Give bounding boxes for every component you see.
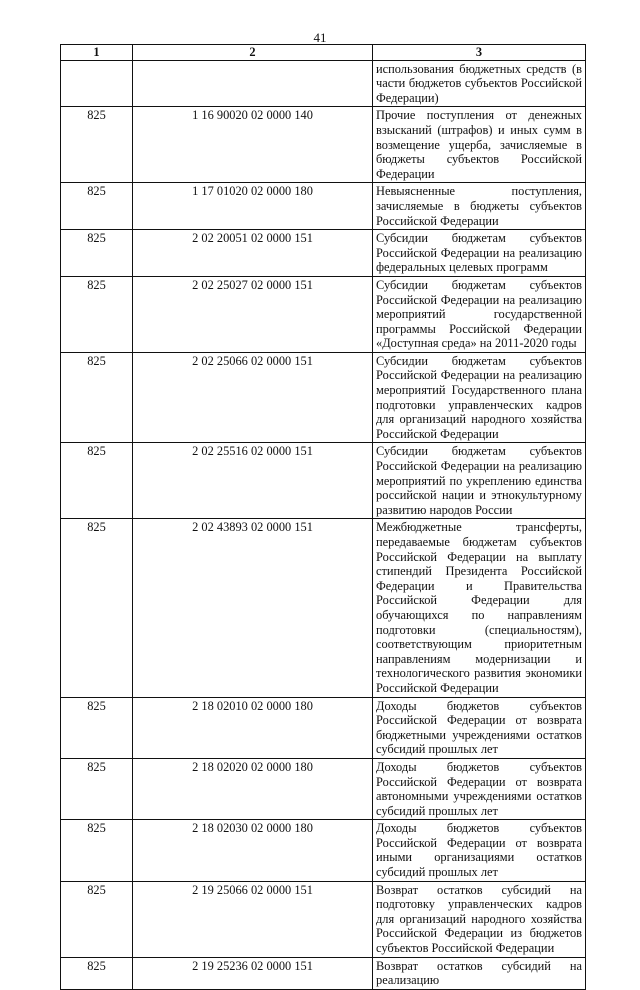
admin-code-cell: 825 <box>61 957 133 989</box>
description-cell: Доходы бюджетов субъектов Российской Федерации от возврата бюджетными учреждениями остатков субсидий прошлых лет <box>373 697 586 758</box>
table-row <box>61 230 586 277</box>
description-cell: Доходы бюджетов субъектов Российской Федерации от возврата иными организациями остатков субсидий прошлых лет <box>373 820 586 881</box>
description-cell: Межбюджетные трансферты, передаваемые бюджетам субъектов Российской Федерации на выплату стипендий Президента Российской Федерации и Правительства Российской Федерации для обучающихся по направлениям подготовки (специальностям), соответствующим приоритетным направлениям модернизации и технологического развития экономики Российской Федерации <box>373 519 586 697</box>
revenue-code-cell: 2 18 02010 02 0000 180 <box>133 697 373 758</box>
admin-code-cell: 825 <box>61 519 133 697</box>
admin-code-cell: 825 <box>61 107 133 183</box>
revenue-codes-table <box>60 44 586 990</box>
table-row <box>61 957 586 989</box>
table-row <box>61 443 586 519</box>
revenue-code-cell: 1 16 90020 02 0000 140 <box>133 107 373 183</box>
description-cell: Субсидии бюджетам субъектов Российской Федерации на реализацию федеральных целевых программ <box>373 230 586 277</box>
page-number: 41 <box>313 30 327 45</box>
revenue-code-cell: 2 02 25066 02 0000 151 <box>133 352 373 443</box>
revenue-code-cell: 1 17 01020 02 0000 180 <box>133 183 373 230</box>
table-row <box>61 758 586 819</box>
table-row <box>61 60 586 107</box>
table-row <box>61 107 586 183</box>
description-cell: Субсидии бюджетам субъектов Российской Федерации на реализацию мероприятий Государственного плана подготовки управленческих кадров для организаций народного хозяйства Российской Федерации <box>373 352 586 443</box>
table-row <box>61 519 586 697</box>
table-row <box>61 881 586 957</box>
description-cell: Невыясненные поступления, зачисляемые в бюджеты субъектов Российской Федерации <box>373 183 586 230</box>
table-header-row <box>61 45 586 61</box>
revenue-code-cell: 2 19 25066 02 0000 151 <box>133 881 373 957</box>
revenue-code-cell: 2 18 02030 02 0000 180 <box>133 820 373 881</box>
description-cell: Возврат остатков субсидий на реализацию <box>373 957 586 989</box>
description-cell: Субсидии бюджетам субъектов Российской Федерации на реализацию мероприятий государственной программы Российской Федерации «Доступная среда» на 2011-2020 годы <box>373 276 586 352</box>
revenue-code-cell: 2 18 02020 02 0000 180 <box>133 758 373 819</box>
admin-code-cell: 825 <box>61 276 133 352</box>
admin-code-cell: 825 <box>61 758 133 819</box>
description-cell: Доходы бюджетов субъектов Российской Федерации от возврата автономными учреждениями остатков субсидий прошлых лет <box>373 758 586 819</box>
description-cell: Субсидии бюджетам субъектов Российской Федерации на реализацию мероприятий по укреплению единства российской нации и этнокультурному развитию народов России <box>373 443 586 519</box>
revenue-code-cell: 2 02 20051 02 0000 151 <box>133 230 373 277</box>
admin-code-cell: 825 <box>61 697 133 758</box>
column-header-1: 1 <box>61 45 133 61</box>
admin-code-cell: 825 <box>61 183 133 230</box>
admin-code-cell <box>61 60 133 107</box>
table-row <box>61 352 586 443</box>
table-row <box>61 276 586 352</box>
column-header-2: 2 <box>133 45 373 61</box>
admin-code-cell: 825 <box>61 352 133 443</box>
column-header-3: 3 <box>373 45 586 61</box>
revenue-code-cell: 2 02 43893 02 0000 151 <box>133 519 373 697</box>
revenue-code-cell: 2 02 25516 02 0000 151 <box>133 443 373 519</box>
admin-code-cell: 825 <box>61 443 133 519</box>
description-cell: использования бюджетных средств (в части бюджетов субъектов Российской Федерации) <box>373 60 586 107</box>
revenue-code-cell: 2 19 25236 02 0000 151 <box>133 957 373 989</box>
description-cell: Прочие поступления от денежных взысканий (штрафов) и иных сумм в возмещение ущерба, зачисляемые в бюджеты субъектов Российской Федерации <box>373 107 586 183</box>
revenue-code-cell <box>133 60 373 107</box>
table-row <box>61 697 586 758</box>
admin-code-cell: 825 <box>61 881 133 957</box>
revenue-code-cell: 2 02 25027 02 0000 151 <box>133 276 373 352</box>
table-row <box>61 820 586 881</box>
admin-code-cell: 825 <box>61 820 133 881</box>
table-row <box>61 183 586 230</box>
admin-code-cell: 825 <box>61 230 133 277</box>
description-cell: Возврат остатков субсидий на подготовку управленческих кадров для организаций народного хозяйства Российской Федерации из бюджетов субъектов Российской Федерации <box>373 881 586 957</box>
